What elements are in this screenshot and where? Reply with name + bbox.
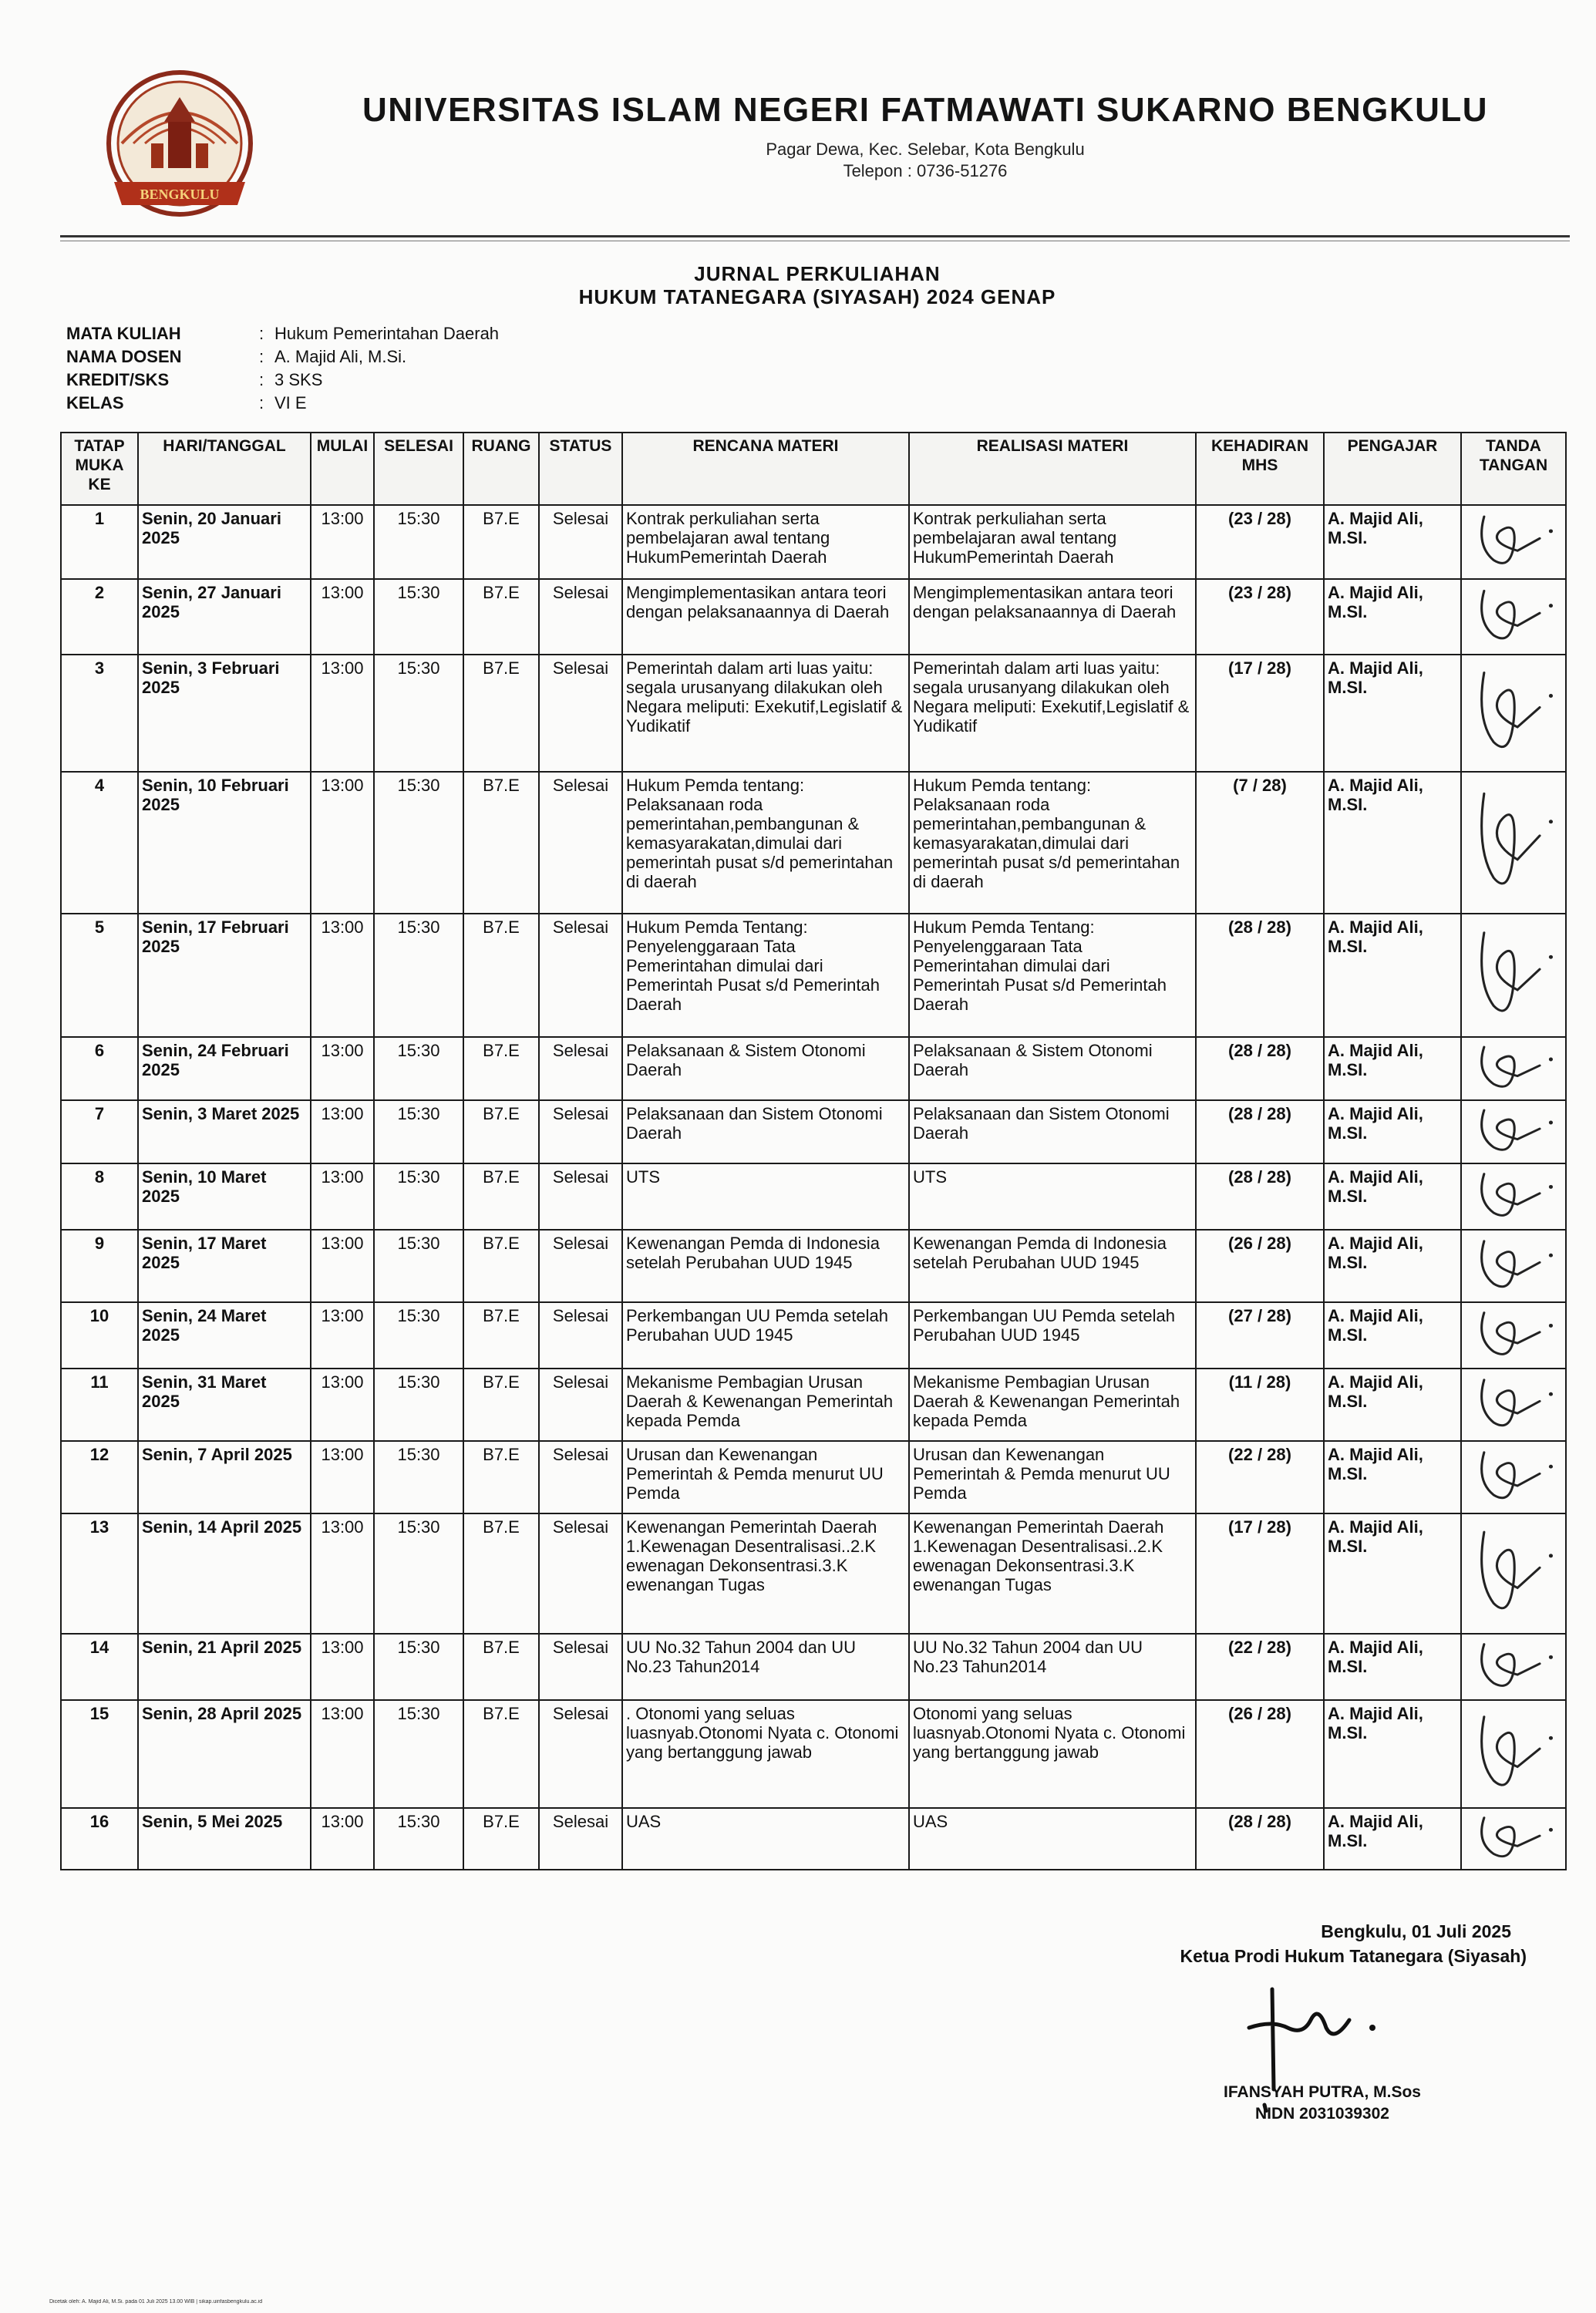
meta-label: KELAS	[66, 393, 124, 412]
signature-icon	[1462, 655, 1565, 771]
row-end-time: 15:30	[374, 1100, 463, 1163]
print-note: Dicetak oleh: A. Majid Ali, M.Si. pada 01 Juli 2025 13.00 WIB | sikap.uinfasbengkulu.ac.id	[49, 2299, 263, 2305]
row-end-time: 15:30	[374, 1037, 463, 1100]
row-attendance: (22 / 28)	[1196, 1441, 1324, 1513]
row-end-time: 15:30	[374, 1808, 463, 1870]
table-row	[61, 1230, 1566, 1302]
row-end-time: 15:30	[374, 1163, 463, 1230]
row-realized-material: Urusan dan Kewenangan Pemerintah & Pemda menurut UU Pemda	[909, 1441, 1196, 1513]
university-phone: Telepon : 0736-51276	[843, 161, 1008, 180]
meta-value: VI E	[274, 393, 307, 412]
table-row	[61, 579, 1566, 655]
row-realized-material: Pelaksanaan dan Sistem Otonomi Daerah	[909, 1100, 1196, 1163]
row-number: 4	[61, 772, 138, 914]
university-address: Pagar Dewa, Kec. Selebar, Kota Bengkulu	[766, 140, 1085, 159]
row-realized-material: UU No.32 Tahun 2004 dan UU No.23 Tahun2014	[909, 1634, 1196, 1700]
row-realized-material: UTS	[909, 1163, 1196, 1230]
row-start-time: 13:00	[311, 772, 374, 914]
column-header: TATAP MUKA KE	[61, 433, 138, 505]
row-lecturer: A. Majid Ali, M.SI.	[1324, 1513, 1461, 1634]
row-number: 5	[61, 914, 138, 1037]
row-room: B7.E	[463, 1230, 539, 1302]
table-row	[61, 1634, 1566, 1700]
row-start-time: 13:00	[311, 1100, 374, 1163]
column-header: RENCANA MATERI	[622, 433, 909, 505]
row-start-time: 13:00	[311, 579, 374, 655]
row-end-time: 15:30	[374, 914, 463, 1037]
row-attendance: (28 / 28)	[1196, 1808, 1324, 1870]
row-end-time: 15:30	[374, 1700, 463, 1808]
row-lecturer: A. Majid Ali, M.SI.	[1324, 505, 1461, 579]
row-lecturer: A. Majid Ali, M.SI.	[1324, 1163, 1461, 1230]
row-start-time: 13:00	[311, 1700, 374, 1808]
row-planned-material: Kewenangan Pemerintah Daerah 1.Kewenagan Desentralisasi..2.K ewenagan Dekonsentrasi.3.K ewenangan Tugas	[622, 1513, 909, 1634]
meta-separator: :	[259, 370, 264, 389]
row-signature	[1461, 1513, 1566, 1634]
row-number: 15	[61, 1700, 138, 1808]
row-end-time: 15:30	[374, 655, 463, 772]
row-realized-material: Kontrak perkuliahan serta pembelajaran awal tentang HukumPemerintah Daerah	[909, 505, 1196, 579]
meta-label: NAMA DOSEN	[66, 347, 182, 366]
row-planned-material: UU No.32 Tahun 2004 dan UU No.23 Tahun2014	[622, 1634, 909, 1700]
title-line-1: JURNAL PERKULIAHAN	[694, 262, 941, 285]
row-start-time: 13:00	[311, 1302, 374, 1369]
row-status: Selesai	[539, 1634, 622, 1700]
row-room: B7.E	[463, 772, 539, 914]
row-status: Selesai	[539, 1369, 622, 1441]
row-number: 11	[61, 1369, 138, 1441]
row-end-time: 15:30	[374, 505, 463, 579]
row-planned-material: Pemerintah dalam arti luas yaitu: segala urusanyang dilakukan oleh Negara meliputi: Exekutif,Legislatif & Yudikatif	[622, 655, 909, 772]
row-attendance: (23 / 28)	[1196, 505, 1324, 579]
row-signature	[1461, 1808, 1566, 1870]
meta-row	[66, 392, 499, 415]
row-planned-material: Mengimplementasikan antara teori dengan pelaksanaannya di Daerah	[622, 579, 909, 655]
row-signature	[1461, 1302, 1566, 1369]
row-planned-material: Kontrak perkuliahan serta pembelajaran awal tentang HukumPemerintah Daerah	[622, 505, 909, 579]
meta-separator: :	[259, 324, 264, 343]
row-date: Senin, 14 April 2025	[138, 1513, 311, 1634]
table-row	[61, 1808, 1566, 1870]
row-end-time: 15:30	[374, 772, 463, 914]
title-line-2: HUKUM TATANEGARA (SIYASAH) 2024 GENAP	[578, 285, 1056, 308]
document-title	[308, 262, 1326, 308]
row-date: Senin, 17 Maret 2025	[138, 1230, 311, 1302]
row-attendance: (26 / 28)	[1196, 1230, 1324, 1302]
table-header-row	[61, 433, 1566, 505]
row-signature	[1461, 1700, 1566, 1808]
column-header: KEHADIRAN MHS	[1196, 433, 1324, 505]
row-start-time: 13:00	[311, 655, 374, 772]
column-header: STATUS	[539, 433, 622, 505]
row-number: 1	[61, 505, 138, 579]
signature-icon	[1462, 773, 1565, 913]
row-number: 12	[61, 1441, 138, 1513]
row-planned-material: UTS	[622, 1163, 909, 1230]
row-number: 2	[61, 579, 138, 655]
meta-value: Hukum Pemerintahan Daerah	[274, 324, 500, 343]
row-signature	[1461, 1230, 1566, 1302]
row-number: 16	[61, 1808, 138, 1870]
table-row	[61, 1700, 1566, 1808]
row-start-time: 13:00	[311, 505, 374, 579]
row-room: B7.E	[463, 1700, 539, 1808]
row-signature	[1461, 1634, 1566, 1700]
row-room: B7.E	[463, 1513, 539, 1634]
row-start-time: 13:00	[311, 1230, 374, 1302]
row-start-time: 13:00	[311, 1634, 374, 1700]
signature-icon	[1462, 1809, 1565, 1869]
row-lecturer: A. Majid Ali, M.SI.	[1324, 1808, 1461, 1870]
row-end-time: 15:30	[374, 1369, 463, 1441]
signature-icon	[1462, 1369, 1565, 1440]
row-end-time: 15:30	[374, 579, 463, 655]
row-lecturer: A. Majid Ali, M.SI.	[1324, 579, 1461, 655]
signature-icon	[1462, 1303, 1565, 1368]
row-room: B7.E	[463, 505, 539, 579]
university-logo-icon	[91, 66, 268, 228]
row-room: B7.E	[463, 1369, 539, 1441]
row-start-time: 13:00	[311, 1369, 374, 1441]
journal-table	[60, 432, 1567, 1870]
row-realized-material: Perkembangan UU Pemda setelah Perubahan UUD 1945	[909, 1302, 1196, 1369]
row-status: Selesai	[539, 655, 622, 772]
row-attendance: (22 / 28)	[1196, 1634, 1324, 1700]
row-start-time: 13:00	[311, 914, 374, 1037]
row-number: 14	[61, 1634, 138, 1700]
signature-icon	[1462, 1635, 1565, 1699]
row-date: Senin, 10 Februari 2025	[138, 772, 311, 914]
column-header: SELESAI	[374, 433, 463, 505]
row-attendance: (28 / 28)	[1196, 1037, 1324, 1100]
row-status: Selesai	[539, 1230, 622, 1302]
column-header: RUANG	[463, 433, 539, 505]
row-end-time: 15:30	[374, 1302, 463, 1369]
footer-signer-nidn: NIDN 2031039302	[1255, 2105, 1389, 2123]
row-end-time: 15:30	[374, 1441, 463, 1513]
row-lecturer: A. Majid Ali, M.SI.	[1324, 655, 1461, 772]
row-date: Senin, 3 Februari 2025	[138, 655, 311, 772]
row-room: B7.E	[463, 1100, 539, 1163]
column-header: TANDA TANGAN	[1461, 433, 1566, 505]
table-row	[61, 1369, 1566, 1441]
row-date: Senin, 27 Januari 2025	[138, 579, 311, 655]
row-signature	[1461, 579, 1566, 655]
row-start-time: 13:00	[311, 1037, 374, 1100]
signature-icon	[1462, 1101, 1565, 1163]
row-signature	[1461, 1441, 1566, 1513]
signature-icon	[1462, 506, 1565, 578]
row-planned-material: Hukum Pemda tentang: Pelaksanaan roda pemerintahan,pembangunan & kemasyarakatan,dimulai dari pemerintah pusat s/d pemerintahan di daerah	[622, 772, 909, 914]
table-row	[61, 1302, 1566, 1369]
row-lecturer: A. Majid Ali, M.SI.	[1324, 772, 1461, 914]
table-row	[61, 1100, 1566, 1163]
row-attendance: (28 / 28)	[1196, 1100, 1324, 1163]
row-planned-material: Pelaksanaan dan Sistem Otonomi Daerah	[622, 1100, 909, 1163]
row-planned-material: . Otonomi yang seluas luasnyab.Otonomi Nyata c. Otonomi yang bertanggung jawab	[622, 1700, 909, 1808]
table-row	[61, 1441, 1566, 1513]
meta-row	[66, 369, 499, 392]
header-divider	[60, 235, 1570, 237]
row-number: 7	[61, 1100, 138, 1163]
row-signature	[1461, 505, 1566, 579]
row-end-time: 15:30	[374, 1513, 463, 1634]
row-start-time: 13:00	[311, 1163, 374, 1230]
row-signature	[1461, 914, 1566, 1037]
footer-role: Ketua Prodi Hukum Tatanegara (Siyasah)	[1180, 1946, 1527, 1966]
footer-place-date: Bengkulu, 01 Juli 2025	[1321, 1921, 1511, 1941]
row-attendance: (28 / 28)	[1196, 914, 1324, 1037]
row-realized-material: Hukum Pemda tentang: Pelaksanaan roda pemerintahan,pembangunan & kemasyarakatan,dimulai dari pemerintah pusat s/d pemerintahan di daerah	[909, 772, 1196, 914]
row-lecturer: A. Majid Ali, M.SI.	[1324, 1230, 1461, 1302]
row-lecturer: A. Majid Ali, M.SI.	[1324, 1037, 1461, 1100]
signature-icon	[1462, 1701, 1565, 1807]
row-planned-material: Kewenangan Pemda di Indonesia setelah Perubahan UUD 1945	[622, 1230, 909, 1302]
row-date: Senin, 20 Januari 2025	[138, 505, 311, 579]
row-end-time: 15:30	[374, 1230, 463, 1302]
meta-value: A. Majid Ali, M.Si.	[274, 347, 407, 366]
university-name: UNIVERSITAS ISLAM NEGERI FATMAWATI SUKARNO BENGKULU	[362, 91, 1489, 129]
row-date: Senin, 3 Maret 2025	[138, 1100, 311, 1163]
row-room: B7.E	[463, 1037, 539, 1100]
meta-row	[66, 322, 499, 345]
table-row	[61, 1037, 1566, 1100]
row-status: Selesai	[539, 1700, 622, 1808]
row-date: Senin, 17 Februari 2025	[138, 914, 311, 1037]
table-row	[61, 772, 1566, 914]
row-status: Selesai	[539, 1163, 622, 1230]
row-status: Selesai	[539, 1302, 622, 1369]
table-body	[61, 505, 1566, 1870]
signature-icon	[1462, 1514, 1565, 1633]
row-status: Selesai	[539, 1441, 622, 1513]
meta-separator: :	[259, 393, 264, 412]
row-date: Senin, 31 Maret 2025	[138, 1369, 311, 1441]
signature-icon	[1462, 1038, 1565, 1099]
row-date: Senin, 24 Februari 2025	[138, 1037, 311, 1100]
row-status: Selesai	[539, 505, 622, 579]
row-planned-material: Pelaksanaan & Sistem Otonomi Daerah	[622, 1037, 909, 1100]
column-header: PENGAJAR	[1324, 433, 1461, 505]
table-row	[61, 1163, 1566, 1230]
row-planned-material: UAS	[622, 1808, 909, 1870]
row-date: Senin, 5 Mei 2025	[138, 1808, 311, 1870]
column-header: MULAI	[311, 433, 374, 505]
signature-icon	[1462, 580, 1565, 654]
signature-icon	[1462, 1231, 1565, 1301]
row-number: 3	[61, 655, 138, 772]
row-signature	[1461, 655, 1566, 772]
row-status: Selesai	[539, 1100, 622, 1163]
row-realized-material: Pelaksanaan & Sistem Otonomi Daerah	[909, 1037, 1196, 1100]
row-signature	[1461, 1163, 1566, 1230]
row-date: Senin, 10 Maret 2025	[138, 1163, 311, 1230]
table-row	[61, 914, 1566, 1037]
row-realized-material: Otonomi yang seluas luasnyab.Otonomi Nyata c. Otonomi yang bertanggung jawab	[909, 1700, 1196, 1808]
row-realized-material: Mengimplementasikan antara teori dengan pelaksanaannya di Daerah	[909, 579, 1196, 655]
meta-label: MATA KULIAH	[66, 324, 181, 343]
row-lecturer: A. Majid Ali, M.SI.	[1324, 1302, 1461, 1369]
course-meta	[66, 322, 499, 415]
row-date: Senin, 7 April 2025	[138, 1441, 311, 1513]
row-lecturer: A. Majid Ali, M.SI.	[1324, 1634, 1461, 1700]
row-start-time: 13:00	[311, 1808, 374, 1870]
row-signature	[1461, 772, 1566, 914]
row-lecturer: A. Majid Ali, M.SI.	[1324, 1369, 1461, 1441]
row-start-time: 13:00	[311, 1441, 374, 1513]
row-date: Senin, 24 Maret 2025	[138, 1302, 311, 1369]
row-number: 6	[61, 1037, 138, 1100]
signature-icon	[1462, 914, 1565, 1036]
meta-label: KREDIT/SKS	[66, 370, 170, 389]
row-status: Selesai	[539, 1037, 622, 1100]
row-status: Selesai	[539, 772, 622, 914]
row-lecturer: A. Majid Ali, M.SI.	[1324, 1100, 1461, 1163]
signature-icon	[1462, 1164, 1565, 1229]
row-lecturer: A. Majid Ali, M.SI.	[1324, 1441, 1461, 1513]
row-number: 10	[61, 1302, 138, 1369]
row-realized-material: Pemerintah dalam arti luas yaitu: segala urusanyang dilakukan oleh Negara meliputi: Exekutif,Legislatif & Yudikatif	[909, 655, 1196, 772]
row-lecturer: A. Majid Ali, M.SI.	[1324, 1700, 1461, 1808]
row-attendance: (17 / 28)	[1196, 655, 1324, 772]
row-signature	[1461, 1100, 1566, 1163]
row-room: B7.E	[463, 1163, 539, 1230]
row-room: B7.E	[463, 914, 539, 1037]
table-row	[61, 1513, 1566, 1634]
row-realized-material: UAS	[909, 1808, 1196, 1870]
meta-value: 3 SKS	[274, 370, 323, 389]
row-realized-material: Mekanisme Pembagian Urusan Daerah & Kewenangan Pemerintah kepada Pemda	[909, 1369, 1196, 1441]
row-attendance: (23 / 28)	[1196, 579, 1324, 655]
row-planned-material: Hukum Pemda Tentang: Penyelenggaraan Tata Pemerintahan dimulai dari Pemerintah Pusat s/d Pemerintah Daerah	[622, 914, 909, 1037]
row-realized-material: Kewenangan Pemerintah Daerah 1.Kewenagan Desentralisasi..2.K ewenagan Dekonsentrasi.3.K ewenangan Tugas	[909, 1513, 1196, 1634]
footer-signer-name: IFANSYAH PUTRA, M.Sos	[1224, 2083, 1421, 2101]
signature-icon	[1462, 1442, 1565, 1513]
column-header: REALISASI MATERI	[909, 433, 1196, 505]
row-attendance: (17 / 28)	[1196, 1513, 1324, 1634]
row-attendance: (11 / 28)	[1196, 1369, 1324, 1441]
row-room: B7.E	[463, 579, 539, 655]
row-lecturer: A. Majid Ali, M.SI.	[1324, 914, 1461, 1037]
row-room: B7.E	[463, 655, 539, 772]
row-room: B7.E	[463, 1808, 539, 1870]
table-row	[61, 655, 1566, 772]
row-status: Selesai	[539, 914, 622, 1037]
row-room: B7.E	[463, 1634, 539, 1700]
logo-text: BENGKULU	[140, 187, 220, 202]
row-signature	[1461, 1369, 1566, 1441]
row-planned-material: Mekanisme Pembagian Urusan Daerah & Kewenangan Pemerintah kepada Pemda	[622, 1369, 909, 1441]
row-signature	[1461, 1037, 1566, 1100]
row-date: Senin, 21 April 2025	[138, 1634, 311, 1700]
table-row	[61, 505, 1566, 579]
row-attendance: (27 / 28)	[1196, 1302, 1324, 1369]
row-status: Selesai	[539, 579, 622, 655]
university-address-block	[308, 139, 1542, 182]
row-start-time: 13:00	[311, 1513, 374, 1634]
row-status: Selesai	[539, 1513, 622, 1634]
row-number: 9	[61, 1230, 138, 1302]
row-attendance: (28 / 28)	[1196, 1163, 1324, 1230]
row-attendance: (26 / 28)	[1196, 1700, 1324, 1808]
row-number: 8	[61, 1163, 138, 1230]
row-room: B7.E	[463, 1441, 539, 1513]
row-room: B7.E	[463, 1302, 539, 1369]
row-date: Senin, 28 April 2025	[138, 1700, 311, 1808]
row-number: 13	[61, 1513, 138, 1634]
meta-row	[66, 345, 499, 369]
row-status: Selesai	[539, 1808, 622, 1870]
meta-separator: :	[259, 347, 264, 366]
column-header: HARI/TANGGAL	[138, 433, 311, 505]
row-attendance: (7 / 28)	[1196, 772, 1324, 914]
row-realized-material: Kewenangan Pemda di Indonesia setelah Perubahan UUD 1945	[909, 1230, 1196, 1302]
row-realized-material: Hukum Pemda Tentang: Penyelenggaraan Tata Pemerintahan dimulai dari Pemerintah Pusat s/d Pemerintah Daerah	[909, 914, 1196, 1037]
row-planned-material: Perkembangan UU Pemda setelah Perubahan UUD 1945	[622, 1302, 909, 1369]
row-planned-material: Urusan dan Kewenangan Pemerintah & Pemda menurut UU Pemda	[622, 1441, 909, 1513]
row-end-time: 15:30	[374, 1634, 463, 1700]
